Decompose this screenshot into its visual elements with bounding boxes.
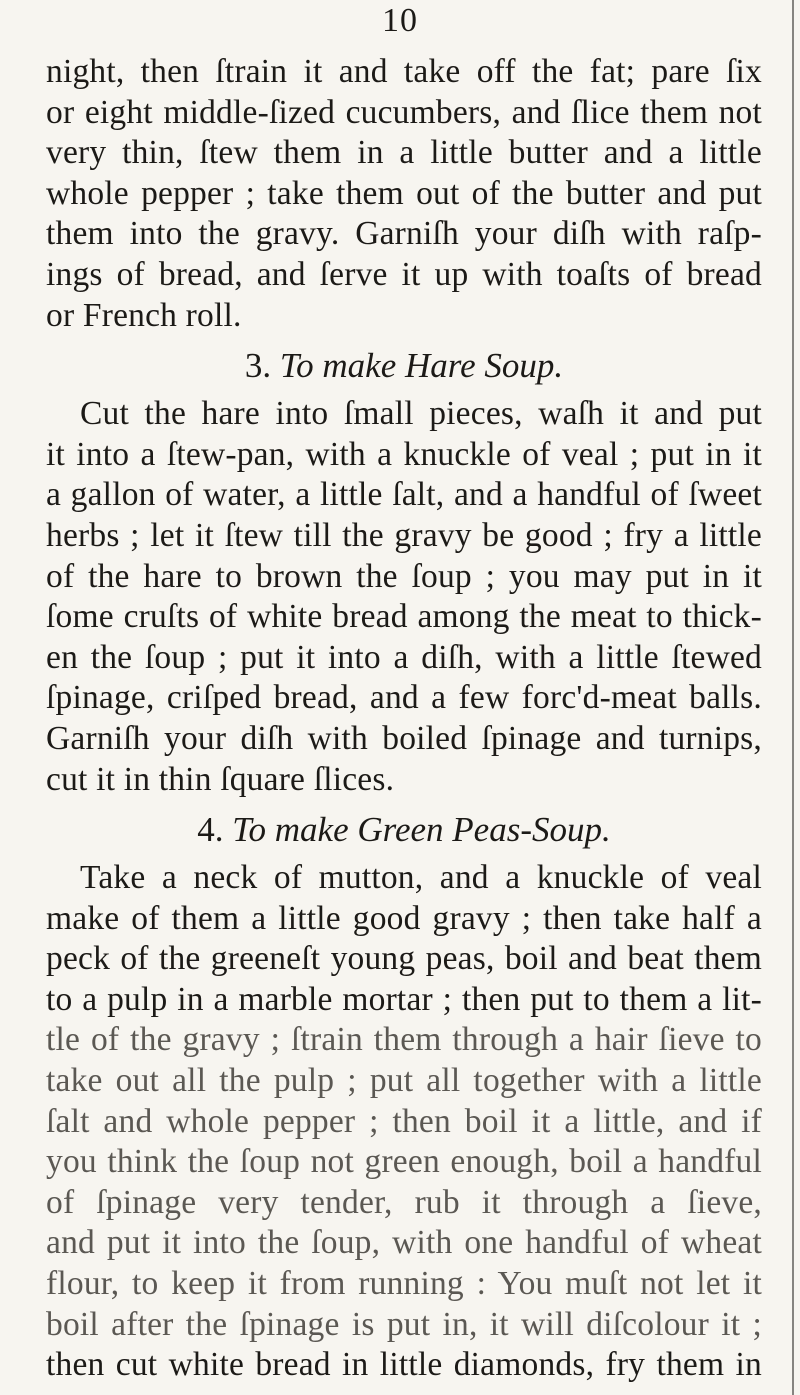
intro-paragraph (46, 52, 762, 336)
recipe-hare-soup (46, 344, 762, 800)
text-line: Garniſh your diſh with boiled ſpinage and turnips, (46, 719, 762, 757)
recipe-heading (46, 344, 762, 388)
recipe-number: 3. (244, 346, 272, 386)
text-line: to a pulp in a marble mortar ; then put to them a lit- (46, 980, 762, 1018)
text-line: ſome cruſts of white bread among the meat to thick- (46, 598, 762, 636)
text-line: it into a ſtew-pan, with a knuckle of veal ; put in it (46, 435, 762, 473)
text-line: and put it into the ſoup, with one handful of wheat (46, 1224, 762, 1262)
text-line: make of them a little good gravy ; then take half a (46, 899, 762, 937)
text-line: of ſpinage very tender, rub it through a ſieve, (46, 1183, 762, 1221)
text-line: Cut the hare into ſmall pieces, waſh it and put (80, 395, 762, 433)
text-line: you think the ſoup not green enough, boil a handful (46, 1143, 762, 1181)
text-line: flour, to keep it from running : You muſt not let it (46, 1265, 762, 1303)
text-line: of the hare to brown the ſoup ; you may put in it (46, 557, 762, 595)
text-line: ings of bread, and ſerve it up with toaſts of bread (46, 255, 762, 293)
page-number: 10 (382, 2, 418, 39)
text-line: whole pepper ; take them out of the butter and put (46, 174, 762, 212)
recipe-green-peas-soup (46, 808, 762, 1386)
page-edge-line (792, 0, 794, 1395)
recipe-heading (46, 808, 762, 852)
text-line: very thin, ſtew them in a little butter and a little (46, 134, 762, 172)
text-line: Take a neck of mutton, and a knuckle of veal (80, 859, 762, 897)
text-line: tle of the gravy ; ſtrain them through a hair ſieve to (46, 1021, 762, 1059)
text-line: herbs ; let it ſtew till the gravy be good ; fry a little (46, 516, 762, 554)
text-line: night, then ſtrain it and take off the fat; pare ſix (46, 53, 762, 90)
text-line: or French roll. (46, 296, 242, 334)
text-line: a gallon of water, a little ſalt, and a handful of ſweet (46, 476, 762, 514)
text-line: boil after the ſpinage is put in, it will diſcolour it ; (46, 1305, 762, 1343)
page-text (46, 52, 762, 1386)
recipe-title: To make Green Peas-Soup. (232, 810, 611, 850)
text-line: then cut white bread in little diamonds, fry them in (46, 1346, 762, 1384)
text-line: peck of the greeneſt young peas, boil and beat them (46, 940, 762, 978)
text-line: cut it in thin ſquare ſlices. (46, 760, 395, 798)
recipe-title: To make Hare Soup. (279, 346, 564, 386)
recipe-number: 4. (197, 810, 224, 850)
text-line: them into the gravy. Garniſh your diſh with raſp- (46, 215, 762, 253)
text-line: or eight middle-ſized cucumbers, and ſlice them not (46, 93, 762, 131)
text-line: ſpinage, criſped bread, and a few forc'd-meat balls. (46, 679, 762, 717)
text-line: en the ſoup ; put it into a diſh, with a little ſtewed (46, 638, 762, 676)
text-line: ſalt and whole pepper ; then boil it a little, and if (46, 1102, 762, 1140)
text-line: take out all the pulp ; put all together with a little (46, 1062, 762, 1100)
